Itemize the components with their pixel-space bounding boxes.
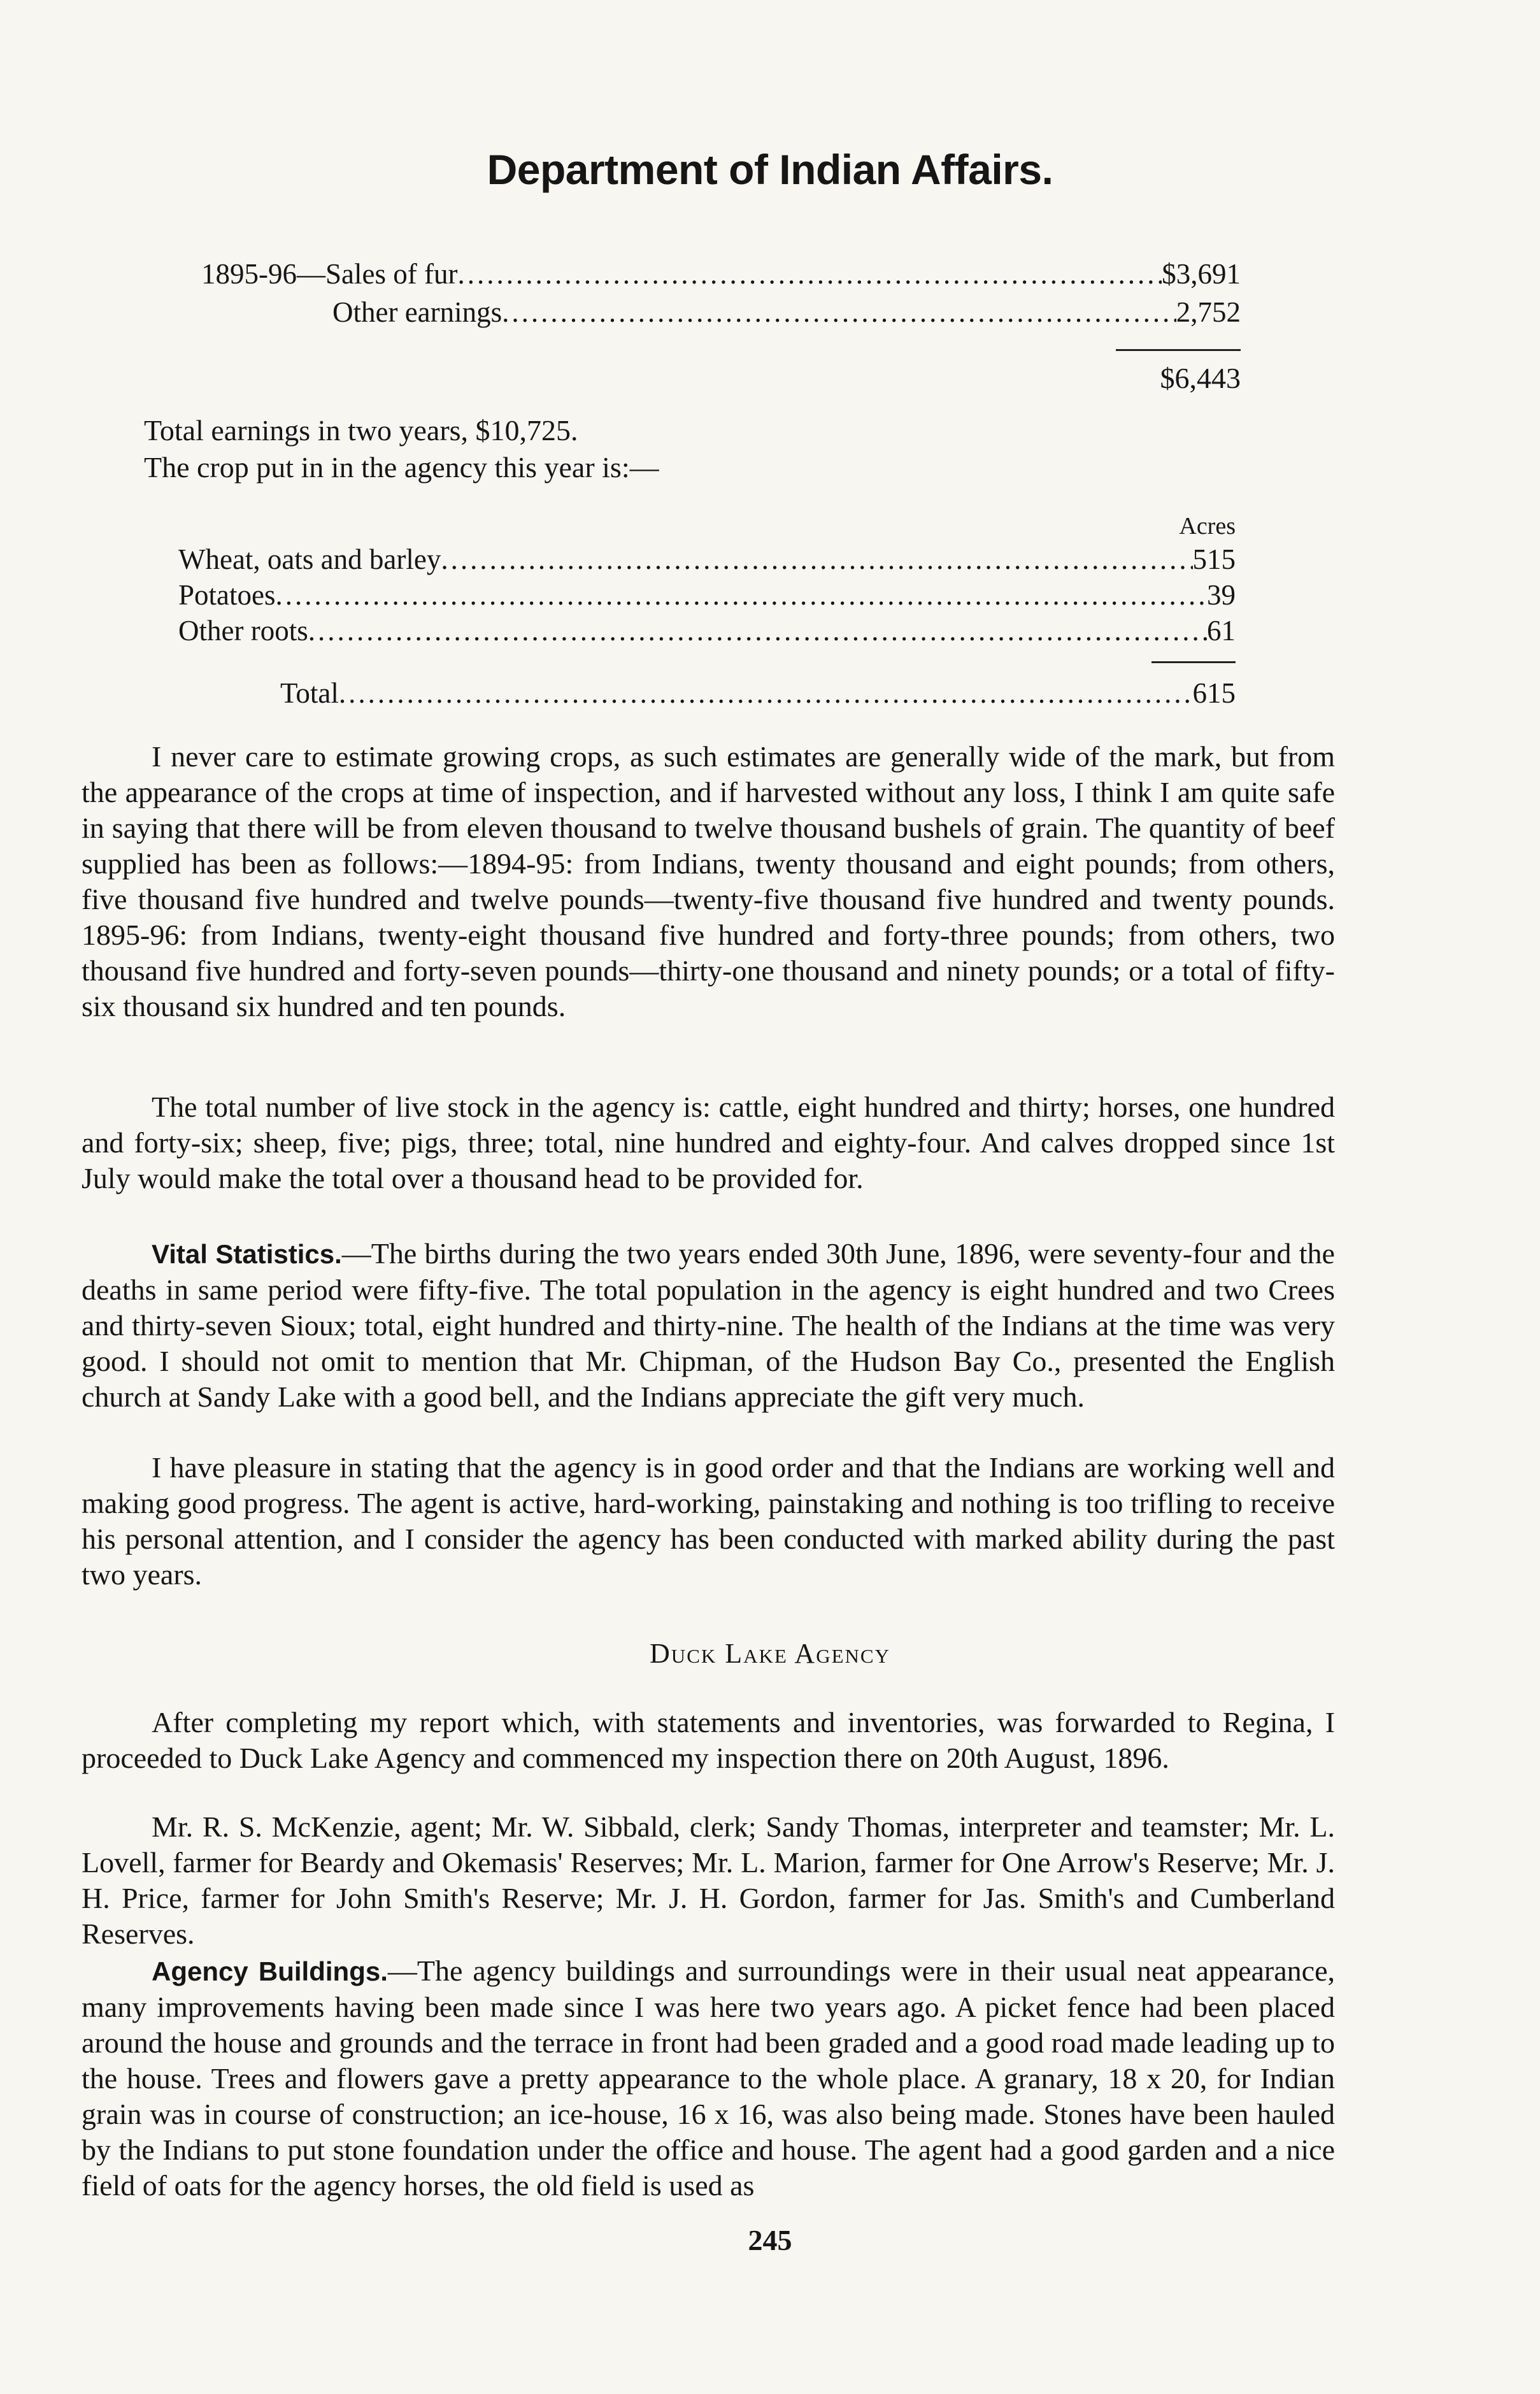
- ledger-row: [178, 577, 1236, 613]
- paragraph: I have pleasure in stating that the agency is in good order and that the Indians are working well and making good progress. The agent is active, hard-working, painstaking and nothing is too trifling to receive his personal attention, and I consider the agency has been conducted with marked ability during the past two years.: [82, 1451, 1335, 1591]
- ledger-value: $3,691: [1162, 258, 1241, 290]
- ledger-row: [178, 541, 1236, 577]
- ledger-value: 61: [1207, 615, 1236, 647]
- leader-dots: [441, 541, 1192, 577]
- paragraph: [82, 1236, 1335, 1415]
- ledger-value: 515: [1192, 543, 1236, 575]
- page-number: 245: [748, 2224, 792, 2256]
- ledger-label: Total: [280, 677, 339, 709]
- ledger-value: 39: [1207, 579, 1236, 611]
- paragraph: The total number of live stock in the agency is: cattle, eight hundred and thirty; horses, one hundred and forty-six; sheep, five; pigs, three; total, nine hundred and eighty-four. And calves dropped since 1st July would make the total over a thousand head to be provided for.: [82, 1091, 1335, 1194]
- ledger-label: 1895-96—Sales of fur: [201, 258, 458, 290]
- paragraph-text: —The births during the two years ended 30th June, 1896, were seventy-four and the deaths in same period were fifty-five. The total population in the agency is eight hundred and two Crees and thirty-seven Sioux; total, eight hundred and thirty-nine. The health of the Indians at the time was very good. I should not omit to mention that Mr. Chipman, of the Hudson Bay Co., presented the English church at Sandy Lake with a good bell, and the Indians appreciate the gift very much.: [82, 1237, 1335, 1413]
- leader-dots: [502, 294, 1176, 330]
- leader-dots: [276, 577, 1208, 613]
- run-in-heading: Vital Statistics.: [152, 1239, 342, 1269]
- ledger-label: Potatoes: [178, 579, 276, 611]
- run-in-heading: Agency Buildings.: [152, 1956, 388, 1986]
- crops-total: [280, 675, 1236, 711]
- acres-header: Acres: [1179, 513, 1236, 540]
- paragraph: [82, 1953, 1335, 2204]
- ledger-label: Other roots: [178, 615, 308, 647]
- sum-rule: [1116, 349, 1241, 351]
- ledger-value: 615: [1192, 677, 1236, 709]
- summary-line: Total earnings in two years, $10,725.: [144, 414, 578, 447]
- ledger-row: [178, 613, 1236, 649]
- paragraph-text: —The agency buildings and surroundings were in their usual neat appearance, many improvements having been made since I was here two years ago. A picket fence had been placed around the house and grounds and the terrace in front had been graded and a good road made leading up to the house. Trees and flowers gave a pretty appearance to the whole place. A granary, 18 x 20, for Indian grain was in course of construction; an ice-house, 16 x 16, was also being made. Stones have been hauled by the Indians to put stone foundation under the office and house. The agent had a good garden and a nice field of oats for the agency horses, the old field is used as: [82, 1954, 1335, 2202]
- paragraph: After completing my report which, with statements and inventories, was forwarded to Regina, I proceeded to Duck Lake Agency and commenced my inspection there on 20th August, 1896.: [82, 1706, 1335, 1774]
- page-header: Department of Indian Affairs.: [487, 146, 1053, 193]
- paragraph: I never care to estimate growing crops, as such estimates are generally wide of the mark, but from the appearance of the crops at time of inspection, and if harvested without any loss, I think I am quite safe in saying that there will be from eleven thousand to twelve thousand bushels of grain. The quantity of beef supplied has been as follows:—1894-95: from Indians, twenty thousand and eight pounds; from others, five thousand five hundred and twelve pounds—twenty-five thousand five hundred and twenty pounds. 1895-96: from Indians, twenty-eight thousand five hundred and forty-three pounds; from others, two thousand five hundred and forty-seven pounds—thirty-one thousand and ninety pounds; or a total of fifty-six thousand six hundred and ten pounds.: [82, 740, 1335, 1022]
- crops-ledger: [178, 541, 1236, 649]
- leader-dots: [457, 256, 1162, 292]
- ledger-label: Wheat, oats and barley: [178, 543, 441, 575]
- leader-dots: [339, 675, 1193, 711]
- ledger-label: Other earnings: [332, 296, 503, 328]
- paragraph: Mr. R. S. McKenzie, agent; Mr. W. Sibbald, clerk; Sandy Thomas, interpreter and teamster; Mr. L. Lovell, farmer for Beardy and Okemasis' Reserves; Mr. L. Marion, farmer for One Arrow's Reserve; Mr. J. H. Price, farmer for John Smith's Reserve; Mr. J. H. Gordon, farmer for Jas. Smith's and Cumberland Reserves.: [82, 1810, 1335, 1950]
- leader-dots: [308, 613, 1207, 649]
- sum-rule: [1151, 661, 1236, 663]
- section-heading: Duck Lake Agency: [650, 1638, 890, 1669]
- sales-ledger: [201, 256, 1241, 330]
- ledger-value: 2,752: [1176, 296, 1241, 328]
- ledger-row: [201, 256, 1241, 292]
- ledger-row: [201, 294, 1241, 330]
- ledger-row: [280, 675, 1236, 711]
- sales-total: $6,443: [1160, 362, 1241, 394]
- summary-line: The crop put in in the agency this year is:—: [144, 451, 659, 484]
